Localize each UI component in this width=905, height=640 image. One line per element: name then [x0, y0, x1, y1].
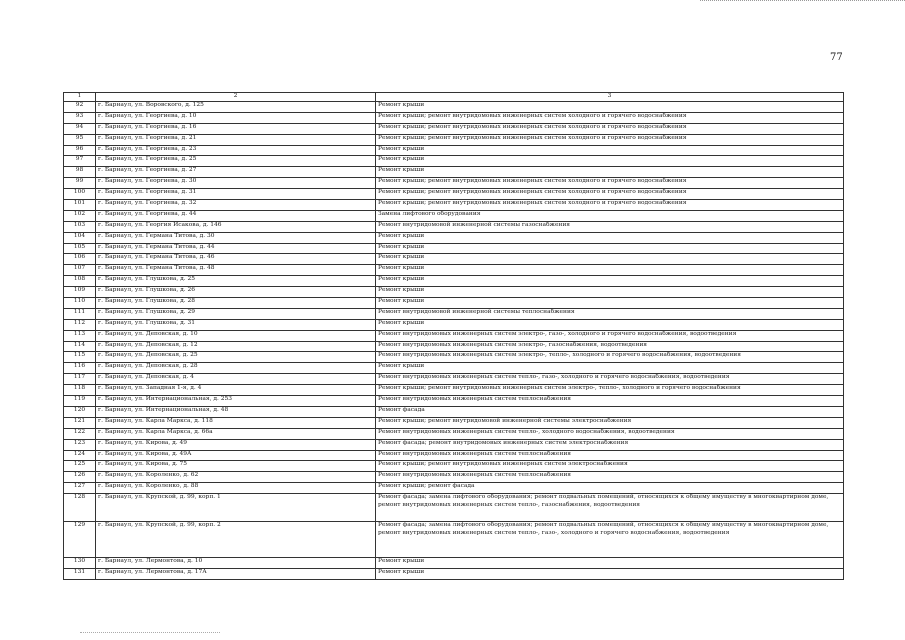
row-address: г. Барнаул, ул. Георгиева, д. 30	[96, 178, 376, 189]
row-number: 109	[64, 287, 96, 298]
row-address: г. Барнаул, ул. Георгиева, д. 23	[96, 145, 376, 156]
row-number: 113	[64, 330, 96, 341]
row-address: г. Барнаул, ул. Западная 1-я, д. 4	[96, 385, 376, 396]
table-row	[64, 494, 844, 522]
row-address: г. Барнаул, ул. Германа Титова, д. 48	[96, 265, 376, 276]
row-work-description: Ремонт внутридомовых инженерных систем теплоснабжения	[376, 450, 844, 461]
row-address: г. Барнаул, ул. Карла Маркса, д. 66а	[96, 428, 376, 439]
row-number: 105	[64, 243, 96, 254]
row-work-description: Ремонт крыши; ремонт внутридомовых инженерных систем холодного и горячего водоснабжения	[376, 134, 844, 145]
row-work-description: Замена лифтового оборудования	[376, 210, 844, 221]
row-work-description: Ремонт крыши	[376, 102, 844, 113]
row-number: 100	[64, 189, 96, 200]
row-work-description: Ремонт внутридомовых инженерных систем теплоснабжения	[376, 472, 844, 483]
table-row	[64, 200, 844, 211]
row-address: г. Барнаул, ул. Германа Титова, д. 46	[96, 254, 376, 265]
row-address: г. Барнаул, ул. Германа Титова, д. 30	[96, 232, 376, 243]
row-work-description: Ремонт крыши; ремонт внутридомовых инженерных систем холодного и горячего водоснабжения	[376, 112, 844, 123]
table-row	[64, 145, 844, 156]
row-number: 98	[64, 167, 96, 178]
row-work-description: Ремонт крыши; ремонт внутридомовых инженерных систем холодного и горячего водоснабжения	[376, 200, 844, 211]
row-work-description: Ремонт крыши	[376, 298, 844, 309]
table-row	[64, 254, 844, 265]
table-row	[64, 558, 844, 569]
table-row	[64, 461, 844, 472]
row-number: 118	[64, 385, 96, 396]
row-address: г. Барнаул, ул. Деповская, д. 10	[96, 330, 376, 341]
row-address: г. Барнаул, ул. Крупской, д. 99, корп. 2	[96, 522, 376, 558]
table-header-row	[64, 93, 844, 102]
row-address: г. Барнаул, ул. Георгия Исакова, д. 146	[96, 221, 376, 232]
row-work-description: Ремонт крыши	[376, 558, 844, 569]
row-number: 119	[64, 396, 96, 407]
table-row	[64, 308, 844, 319]
row-number: 131	[64, 568, 96, 579]
row-address: г. Барнаул, ул. Кирова, д. 49	[96, 439, 376, 450]
table-row	[64, 330, 844, 341]
repair-register-table	[63, 92, 844, 580]
row-work-description: Ремонт крыши; ремонт фасада	[376, 483, 844, 494]
table-row	[64, 243, 844, 254]
row-work-description: Ремонт фасада; замена лифтового оборудования; ремонт подвальных помещений, относящихся к общему имуществу в многоквартирном доме, ремонт внутридомовых инженерных систем тепло-, газо-, холодного и горячего водоснабжения, водоотведения	[376, 522, 844, 558]
row-number: 96	[64, 145, 96, 156]
table-row	[64, 483, 844, 494]
column-header-work: 3	[376, 93, 844, 102]
row-number: 129	[64, 522, 96, 558]
row-address: г. Барнаул, ул. Кирова, д. 75	[96, 461, 376, 472]
row-number: 93	[64, 112, 96, 123]
row-address: г. Барнаул, ул. Георгиева, д. 21	[96, 134, 376, 145]
row-address: г. Барнаул, ул. Лермонтова, д. 17А	[96, 568, 376, 579]
table-row	[64, 417, 844, 428]
row-number: 108	[64, 276, 96, 287]
table-row	[64, 522, 844, 558]
table-row	[64, 298, 844, 309]
row-number: 120	[64, 406, 96, 417]
row-address: г. Барнаул, ул. Германа Титова, д. 44	[96, 243, 376, 254]
top-edge-rule	[700, 0, 905, 2]
row-work-description: Ремонт крыши; ремонт внутридомовых инженерных систем холодного и горячего водоснабжения	[376, 123, 844, 134]
table-row	[64, 472, 844, 483]
row-number: 126	[64, 472, 96, 483]
row-address: г. Барнаул, ул. Деповская, д. 12	[96, 341, 376, 352]
row-address: г. Барнаул, ул. Глушкова, д. 26	[96, 287, 376, 298]
row-number: 101	[64, 200, 96, 211]
table-row	[64, 319, 844, 330]
row-number: 94	[64, 123, 96, 134]
row-work-description: Ремонт внутридомовых инженерных систем электро-, газоснабжения, водоотведения	[376, 341, 844, 352]
table-row	[64, 385, 844, 396]
row-work-description: Ремонт крыши	[376, 145, 844, 156]
row-address: г. Барнаул, ул. Георгиева, д. 25	[96, 156, 376, 167]
row-number: 116	[64, 363, 96, 374]
row-work-description: Ремонт внутридомовых инженерных систем электро-, газо-, холодного и горячего водоснабжения, водоотведения	[376, 330, 844, 341]
row-work-description: Ремонт крыши	[376, 232, 844, 243]
row-number: 115	[64, 352, 96, 363]
row-number: 123	[64, 439, 96, 450]
row-number: 124	[64, 450, 96, 461]
row-number: 125	[64, 461, 96, 472]
table-row	[64, 112, 844, 123]
row-address: г. Барнаул, ул. Деповская, д. 28	[96, 363, 376, 374]
row-work-description: Ремонт фасада; замена лифтового оборудования; ремонт подвальных помещений, относящихся к общему имуществу в многоквартирном доме, ремонт внутридомовых инженерных систем тепло-, газоснабжения, водоотведения	[376, 494, 844, 522]
row-work-description: Ремонт внутридомовых инженерных систем теплоснабжения	[376, 396, 844, 407]
row-work-description: Ремонт крыши	[376, 363, 844, 374]
row-work-description: Ремонт фасада; ремонт внутридомовых инженерных систем электроснабжения	[376, 439, 844, 450]
table-row	[64, 232, 844, 243]
row-number: 128	[64, 494, 96, 522]
row-work-description: Ремонт внутридомовых инженерных систем тепло-, газо-, холодного и горячего водоснабжения, водоотведения	[376, 374, 844, 385]
row-number: 117	[64, 374, 96, 385]
row-number: 99	[64, 178, 96, 189]
row-address: г. Барнаул, ул. Глушкова, д. 25	[96, 276, 376, 287]
bottom-edge-marks	[80, 632, 220, 634]
table-row	[64, 265, 844, 276]
row-number: 110	[64, 298, 96, 309]
table-row	[64, 428, 844, 439]
row-work-description: Ремонт крыши	[376, 265, 844, 276]
row-number: 121	[64, 417, 96, 428]
table-row	[64, 439, 844, 450]
row-work-description: Ремонт крыши	[376, 156, 844, 167]
row-address: г. Барнаул, ул. Георгиева, д. 27	[96, 167, 376, 178]
row-work-description: Ремонт крыши; ремонт внутридомовой инженерной системы электроснабжения	[376, 417, 844, 428]
table-body	[64, 102, 844, 580]
table-row	[64, 167, 844, 178]
table-row	[64, 568, 844, 579]
row-number: 114	[64, 341, 96, 352]
table-row	[64, 156, 844, 167]
row-address: г. Барнаул, ул. Деповская, д. 25	[96, 352, 376, 363]
table-row	[64, 341, 844, 352]
row-number: 102	[64, 210, 96, 221]
table-row	[64, 134, 844, 145]
row-address: г. Барнаул, ул. Интернациональная, д. 48	[96, 406, 376, 417]
table-row	[64, 406, 844, 417]
row-number: 130	[64, 558, 96, 569]
row-address: г. Барнаул, ул. Короленко, д. 62	[96, 472, 376, 483]
row-work-description: Ремонт внутридомовых инженерных систем электро-, тепло-, холодного и горячего водоснабжения, водоотведения	[376, 352, 844, 363]
row-address: г. Барнаул, ул. Деповская, д. 4	[96, 374, 376, 385]
row-address: г. Барнаул, ул. Крупской, д. 99, корп. 1	[96, 494, 376, 522]
row-work-description: Ремонт внутридомовой инженерной системы газоснабжения	[376, 221, 844, 232]
row-number: 95	[64, 134, 96, 145]
table-row	[64, 396, 844, 407]
row-work-description: Ремонт фасада	[376, 406, 844, 417]
row-address: г. Барнаул, ул. Георгиева, д. 44	[96, 210, 376, 221]
row-work-description: Ремонт крыши	[376, 287, 844, 298]
table-row	[64, 374, 844, 385]
table-row	[64, 178, 844, 189]
row-number: 127	[64, 483, 96, 494]
row-number: 104	[64, 232, 96, 243]
row-address: г. Барнаул, ул. Глушкова, д. 28	[96, 298, 376, 309]
row-work-description: Ремонт крыши	[376, 254, 844, 265]
row-number: 111	[64, 308, 96, 319]
table-row	[64, 363, 844, 374]
row-work-description: Ремонт внутридомовых инженерных систем тепло-, холодного водоснабжения, водоотведения	[376, 428, 844, 439]
row-number: 92	[64, 102, 96, 113]
column-header-number: 1	[64, 93, 96, 102]
page-number: 77	[830, 52, 843, 63]
row-address: г. Барнаул, ул. Георгиева, д. 31	[96, 189, 376, 200]
row-address: г. Барнаул, ул. Интернациональная, д. 253	[96, 396, 376, 407]
row-address: г. Барнаул, ул. Лермонтова, д. 10	[96, 558, 376, 569]
row-address: г. Барнаул, ул. Глушкова, д. 31	[96, 319, 376, 330]
row-number: 112	[64, 319, 96, 330]
table-row	[64, 276, 844, 287]
table-row	[64, 102, 844, 113]
row-address: г. Барнаул, ул. Глушкова, д. 29	[96, 308, 376, 319]
row-number: 122	[64, 428, 96, 439]
row-address: г. Барнаул, ул. Георгиева, д. 10	[96, 112, 376, 123]
table-row	[64, 210, 844, 221]
column-header-address: 2	[96, 93, 376, 102]
row-address: г. Барнаул, ул. Карла Маркса, д. 118	[96, 417, 376, 428]
row-work-description: Ремонт крыши	[376, 568, 844, 579]
row-address: г. Барнаул, ул. Георгиева, д. 32	[96, 200, 376, 211]
row-number: 106	[64, 254, 96, 265]
row-work-description: Ремонт крыши; ремонт внутридомовых инженерных систем холодного и горячего водоснабжения	[376, 178, 844, 189]
row-work-description: Ремонт крыши	[376, 276, 844, 287]
row-work-description: Ремонт крыши	[376, 243, 844, 254]
row-address: г. Барнаул, ул. Короленко, д. 88	[96, 483, 376, 494]
row-address: г. Барнаул, ул. Кирова, д. 49А	[96, 450, 376, 461]
row-work-description: Ремонт внутридомовой инженерной системы теплоснабжения	[376, 308, 844, 319]
table-row	[64, 221, 844, 232]
table-row	[64, 450, 844, 461]
row-work-description: Ремонт крыши	[376, 167, 844, 178]
row-work-description: Ремонт крыши; ремонт внутридомовых инженерных систем электроснабжения	[376, 461, 844, 472]
row-number: 97	[64, 156, 96, 167]
table-row	[64, 123, 844, 134]
row-work-description: Ремонт крыши	[376, 319, 844, 330]
table-row	[64, 189, 844, 200]
row-address: г. Барнаул, ул. Георгиева, д. 16	[96, 123, 376, 134]
row-address: г. Барнаул, ул. Воровского, д. 125	[96, 102, 376, 113]
table-row	[64, 287, 844, 298]
row-work-description: Ремонт крыши; ремонт внутридомовых инженерных систем холодного и горячего водоснабжения	[376, 189, 844, 200]
table-row	[64, 352, 844, 363]
row-number: 107	[64, 265, 96, 276]
row-number: 103	[64, 221, 96, 232]
row-work-description: Ремонт крыши; ремонт внутридомовых инженерных систем электро-, тепло-, холодного и горячего водоснабжения	[376, 385, 844, 396]
